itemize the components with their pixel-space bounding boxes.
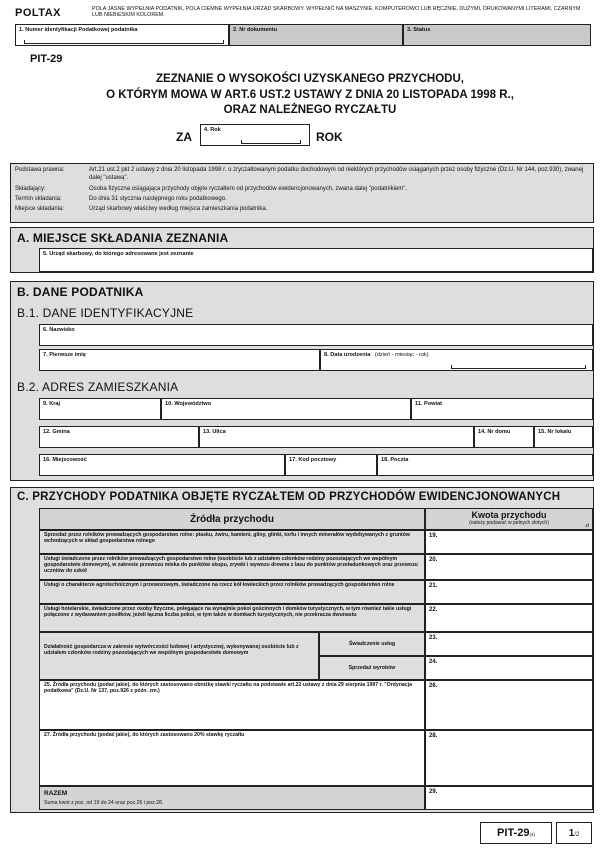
doc-number-field [229,24,403,46]
apartment-number-field[interactable] [534,426,593,448]
amount-19-num: 19. [429,533,438,539]
birth-date-field[interactable] [320,349,593,371]
footer-code: PIT-29 [497,827,530,839]
row-22-label: Usługi hotelarskie, świadczone przez osoby fizyczne, polegające na wynajmie pokoi gościnnych i domków turystycznych, w tym również takie usługi połączone z wydawaniem posiłków, jeżeli łączna liczba pokoi, w tym także w domkach turystycznych, nie przekracza dwunastu [39,604,425,632]
row-23-label [319,632,425,656]
rok-label: ROK [316,130,343,144]
birth-date-tick-boxes [451,365,586,369]
row-20-label: Usługi świadczone przez rolników prowadzących gospodarstwo rolne (osobiście lub z udziałem członków rodziny pozostających we wspólnym gospodarstwie domowym), w zakresie przewozu mleka do punktów skupu, zrywki i wywozu drewna z lasu do punktów przeładunkowych oraz przewozu uczniów do szkół [39,554,425,580]
basis-label: Podstawa prawna: [15,167,65,173]
status-field [403,24,591,46]
amount-28-num: 28. [429,733,438,739]
post-office-label: 18. Poczta [381,457,409,463]
filer-text: Osoba fizyczna osiągająca przychody objęte ryczałtem od przychodów ewidencjonowanych, zwana dalej "podatnikiem". [89,186,408,192]
year-field[interactable] [200,124,310,146]
place-text: Urząd skarbowy właściwy według miejsca zamieszkania podatnika. [89,206,268,212]
section-b2-title: B.2. ADRES ZAMIESZKANIA [17,380,179,394]
country-label: 9. Kraj [43,401,61,407]
total-label: RAZEM [44,790,68,797]
page-indicator [556,822,592,844]
amount-19-field[interactable] [425,530,593,554]
status-label: 3. Status [407,27,431,33]
deadline-label: Termin składania: [15,196,62,202]
row-folk-art-text: Działalność gospodarcza w zakresie wytwórczości ludowej i artystycznej, wykonywanej osobiście lub z udziałem członków rodziny pozostających we wspólnym gospodarstwie domowym [44,644,299,656]
postal-code-label: 17. Kod pocztowy [289,457,337,463]
section-b-title: B. DANE PODATNIKA [17,285,144,299]
zl-label: zł [585,523,589,529]
county-field[interactable] [411,398,593,420]
amount-20-num: 20. [429,557,438,563]
postal-code-field[interactable] [285,454,377,476]
amount-28-field[interactable] [425,730,593,786]
amount-29-num: 29. [429,789,438,795]
nip-field[interactable] [15,24,229,46]
section-c-title: C. PRZYCHODY PODATNIKA OBJĘTE RYCZAŁTEM OD PRZYCHODÓW EWIDENCJONOWANYCH [17,491,561,503]
za-label: ZA [176,130,192,144]
source-25-label: 25. Źródła przychodu (podać jakie), do których zastosowano obniżkę stawki ryczałtu na podstawie art.22 ustawy z dnia 29 sierpnia 1997 r. "Ordynacja podatkowa" (Dz.U. Nr 137, poz.926 z późn. zm.) [44,682,413,694]
tax-office-label: 5. Urząd skarbowy, do którego adresowane jest zeznanie [43,251,194,257]
source-27-label: 27. Źródła przychodu (podać jakie), do których zastosowano 20% stawkę ryczałtu [44,732,245,738]
filer-label: Składający: [15,186,46,192]
title-line-1: ZEZNANIE O WYSOKOŚCI UZYSKANEGO PRZYCHODU, [156,73,464,85]
tax-office-field[interactable] [39,248,593,272]
title-line-2: O KTÓRYM MOWA W ART.6 UST.2 USTAWY Z DNIA 20 LISTOPADA 1998 R., [106,88,514,101]
amount-23-field[interactable] [425,632,593,656]
page-slash: / [574,832,576,838]
source-25-field[interactable] [39,680,425,730]
place-label: Miejsce składania: [15,206,65,212]
row-19-label: Sprzedaż przez rolników prowadzących gospodarstwo rolne: piasku, żwiru, kamieni, gliny, glinki, torfu i innych minerałów wydobywanych z gruntów wchodzących w skład gospodarstwa rolnego [39,530,425,554]
year-tick-boxes [241,140,301,144]
row-24-label [319,656,425,680]
city-label: 16. Miejscowość [43,457,87,463]
amount-22-num: 22. [429,607,438,613]
nip-tick-boxes [24,40,224,44]
amount-21-num: 21. [429,583,438,589]
info-box [10,163,594,223]
page-total: 2 [575,832,580,838]
first-name-label: 7. Pierwsze imię [43,352,86,358]
col-header-source [39,508,425,530]
street-field[interactable] [199,426,474,448]
amount-20-field[interactable] [425,554,593,580]
section-b1-title: B.1. DANE IDENTYFIKACYJNE [17,306,194,320]
surname-field[interactable] [39,324,593,346]
brand-logo: POLTAX [15,7,61,19]
total-label-box [39,786,425,810]
col-header-source-text: Źródła przychodu [190,514,274,525]
footer-form-code [480,822,552,844]
source-27-field[interactable] [39,730,425,786]
amount-26-num: 26. [429,683,438,689]
fill-instructions: POLA JASNE WYPEŁNIA PODATNIK, POLA CIEMNE WYPEŁNIA URZĄD SKARBOWY. WYPEŁNIĆ NA MASZYNIE, KOMPUTEROWO LUB RĘCZNIE, DUŻYMI, DRUKOWANYMI LITERAMI, CZARNYM LUB NIEBIESKIM KOLOREM. [92,6,581,19]
city-field[interactable] [39,454,285,476]
row-24-text: Sprzedaż wyrobów [348,665,396,671]
amount-24-num: 24. [429,659,438,665]
row-21-label: Usługi o charakterze agrotechnicznym i przewozowym, świadczone na rzecz kół łowieckich przez rolników prowadzących gospodarstwo rolne [39,580,425,604]
deadline-text: Do dnia 31 stycznia następnego roku podatkowego. [89,196,227,202]
post-office-field[interactable] [377,454,593,476]
surname-label: 6. Nazwisko [43,327,75,333]
title-line-3: ORAZ NALEŻNEGO RYCZAŁTU [223,104,397,117]
doc-number-label: 2. Nr dokumentu [233,27,278,33]
section-a [10,227,594,273]
first-name-field[interactable] [39,349,320,371]
street-label: 13. Ulica [203,429,226,435]
apartment-number-label: 15. Nr lokalu [538,429,572,435]
amount-23-num: 23. [429,635,438,641]
row-23-text: Świadczenie usług [348,641,396,647]
section-b [10,281,594,481]
county-label: 11. Powiat [415,401,443,407]
birth-date-label-text: 8. Data urodzenia [324,352,371,358]
amount-24-field[interactable] [425,656,593,680]
section-c [10,487,594,813]
col-header-amount [425,508,593,530]
section-a-title: A. MIEJSCE SKŁADANIA ZEZNANIA [17,231,229,245]
year-label: 4. Rok [204,127,221,133]
total-hint: Suma kwot z poz. od 19 do 24 oraz poz.26 i poz.28. [44,800,164,806]
footer-version: (4) [529,832,535,837]
row-folk-art-label [39,632,319,680]
nip-label: 1. Numer identyfikacji Podatkowej podatnika [19,27,138,33]
country-field[interactable] [39,398,161,420]
voivodeship-label: 10. Województwo [165,401,212,407]
page-current: 1 [568,828,575,839]
form-code: PIT-29 [30,53,63,65]
house-number-label: 14. Nr domu [478,429,511,435]
amount-29-field[interactable] [425,786,593,810]
col-header-amount-text: Kwota przychodu [471,510,547,520]
col-header-amount-hint: (należy podawać w pełnych złotych) [469,520,549,526]
form-title [60,72,560,119]
amount-22-field[interactable] [425,604,593,632]
commune-label: 12. Gmina [43,429,70,435]
commune-field[interactable] [39,426,199,448]
amount-26-field[interactable] [425,680,593,730]
voivodeship-field[interactable] [161,398,411,420]
basis-text: Art.21 ust.2 pkt 2 ustawy z dnia 20 listopada 1998 r. o zryczałtowanym podatku dochodowym od niektórych przychodów osiąganych przez osoby fizyczne (Dz.U. Nr 144, poz.930), zwanej dalej "ustawą". [89,167,584,181]
house-number-field[interactable] [474,426,534,448]
birth-date-hint: (dzień - miesiąc - rok) [374,352,429,358]
amount-21-field[interactable] [425,580,593,604]
birth-date-label [324,352,429,358]
